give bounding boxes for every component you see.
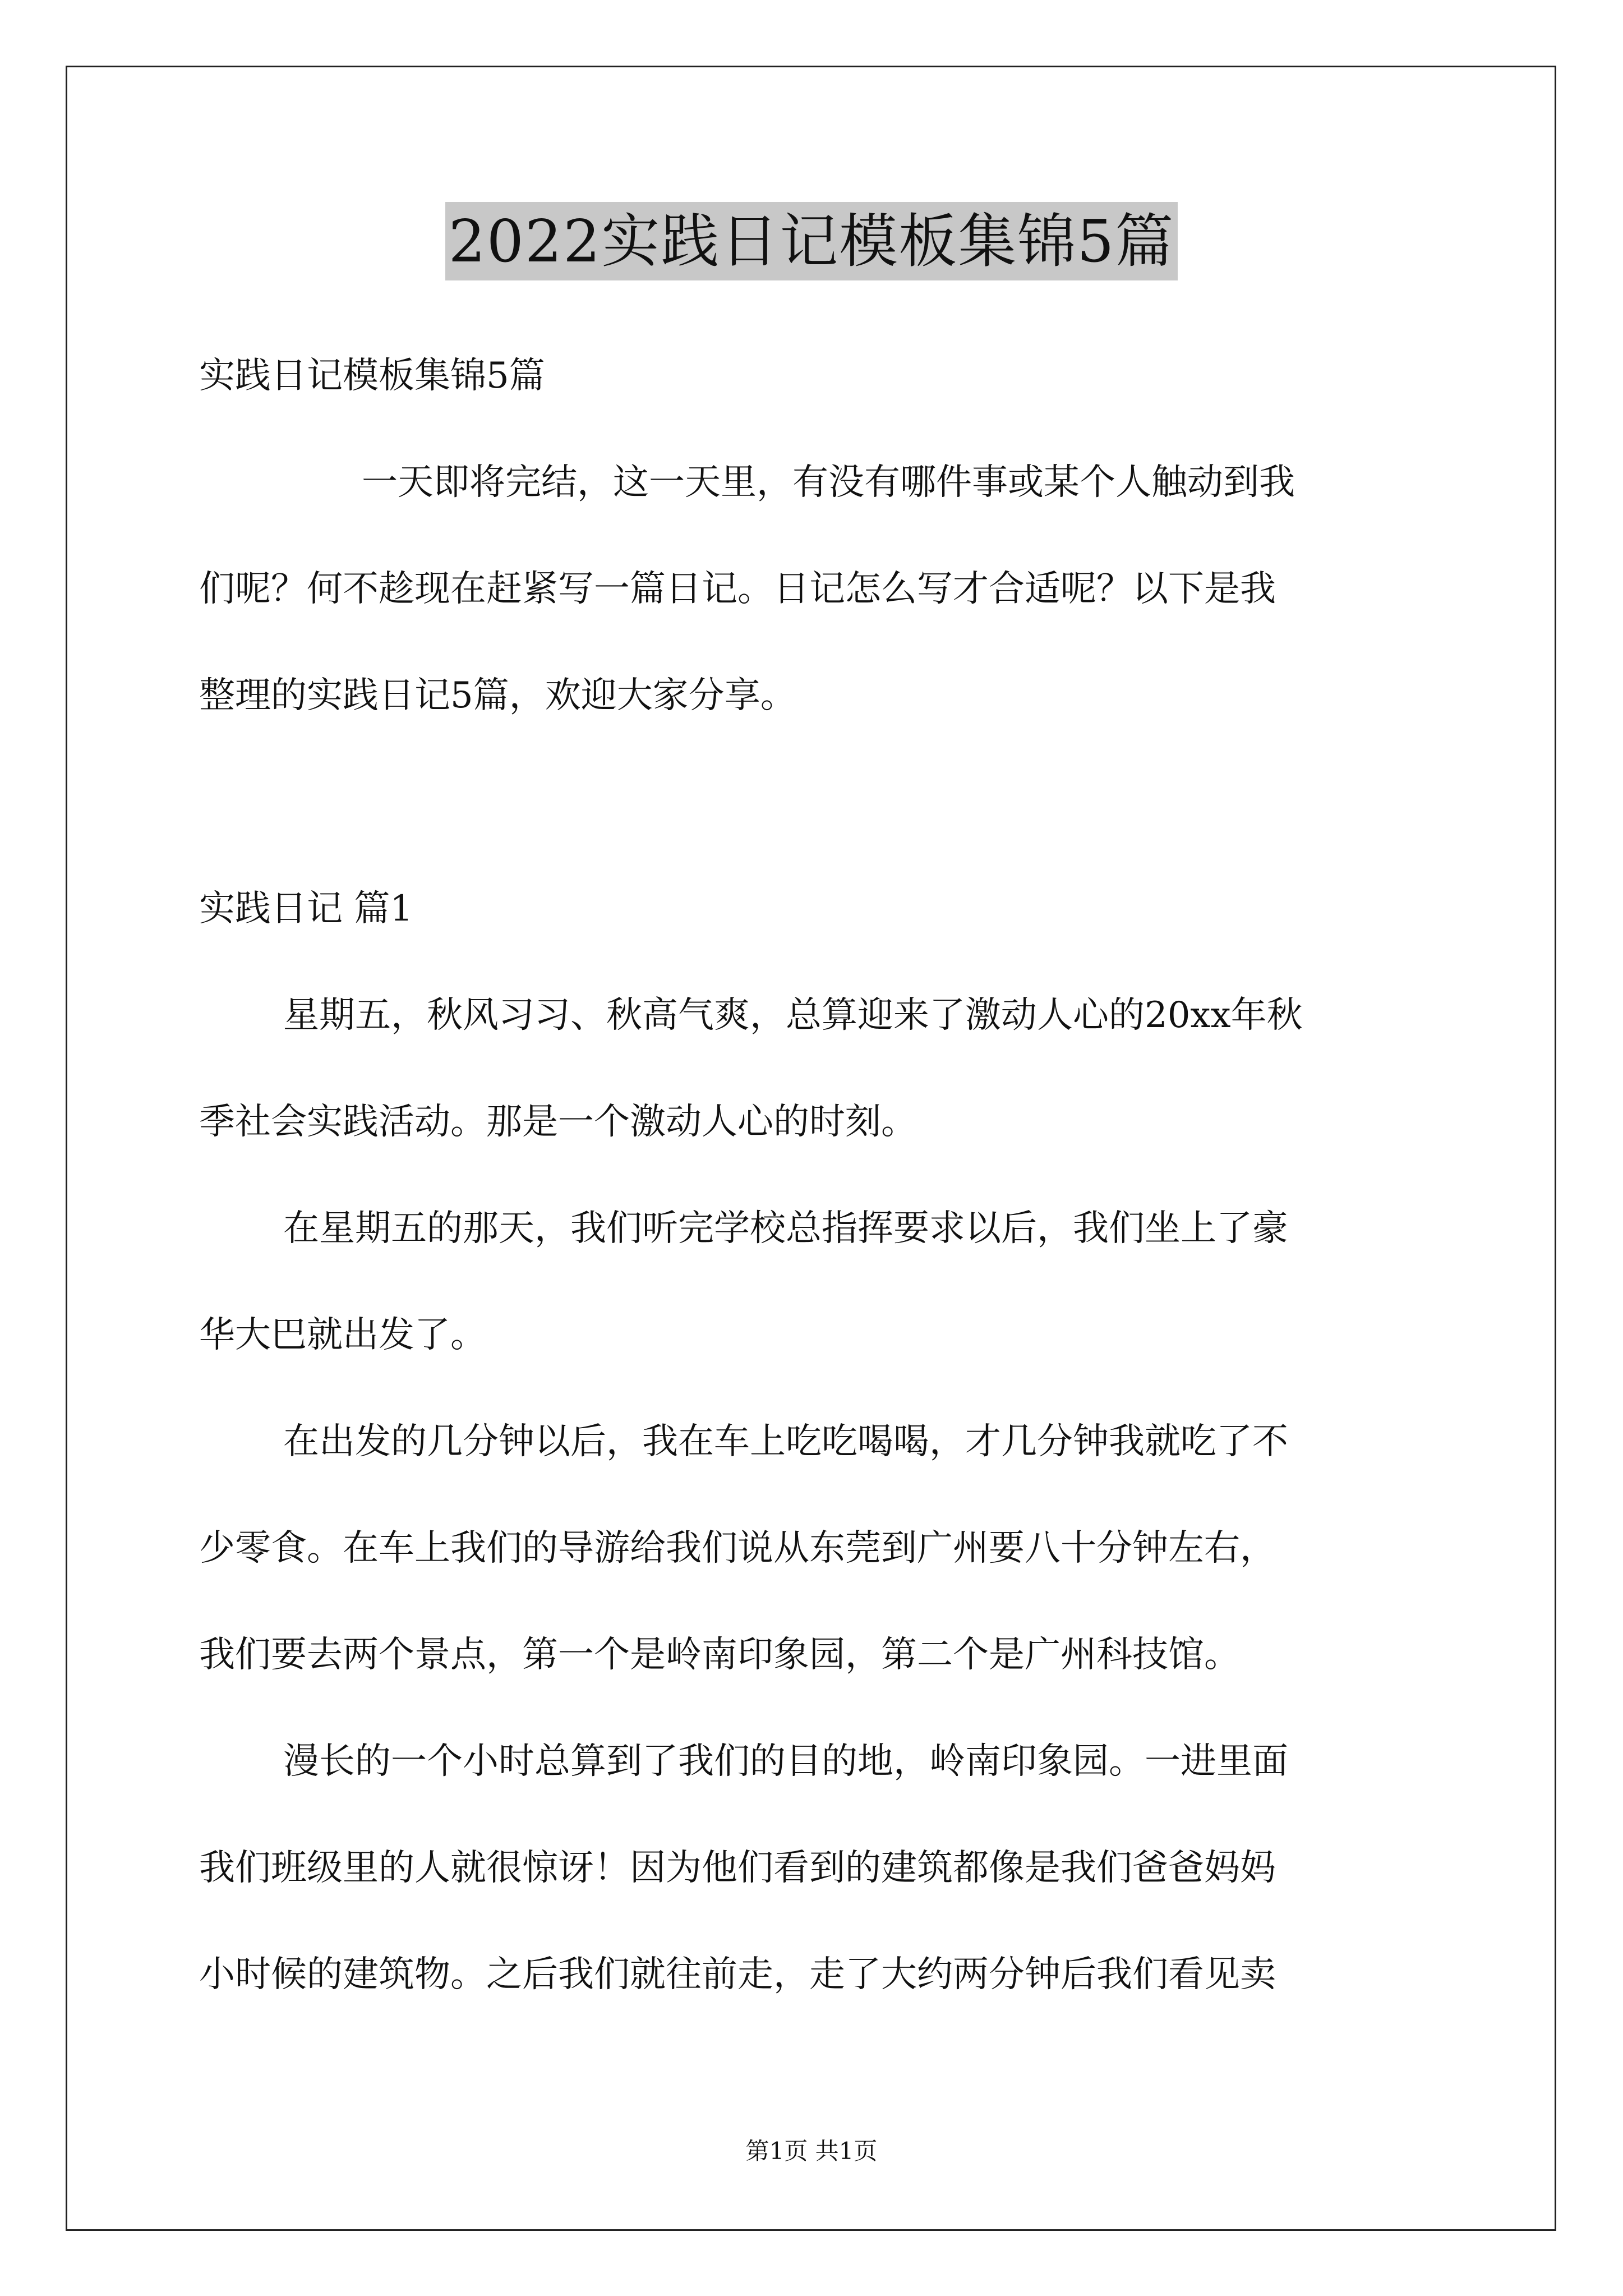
- paragraph-line: 在星期五的那天，我们听完学校总指挥要求以后，我们坐上了豪: [283, 1208, 1288, 1249]
- paragraph-line: 小时候的建筑物。之后我们就往前走，走了大约两分钟后我们看见卖: [199, 1954, 1276, 1995]
- page-footer: 第1页 共1页: [745, 2137, 878, 2165]
- intro-line: 们呢？何不趁现在赶紧写一篇日记。日记怎么写才合适呢？以下是我: [199, 568, 1276, 610]
- intro-line: 一天即将完结，这一天里，有没有哪件事或某个人触动到我: [362, 462, 1295, 503]
- title-wrap: [0, 202, 1623, 280]
- paragraph-line: 季社会实践活动。那是一个激动人心的时刻。: [199, 1101, 917, 1143]
- subtitle: 实践日记模板集锦5篇: [199, 355, 545, 397]
- document-title: 2022实践日记模板集锦5篇: [445, 202, 1178, 280]
- intro-line: 整理的实践日记5篇，欢迎大家分享。: [199, 675, 796, 716]
- paragraph-line: 在出发的几分钟以后，我在车上吃吃喝喝，才几分钟我就吃了不: [283, 1421, 1288, 1462]
- paragraph-line: 我们要去两个景点，第一个是岭南印象园，第二个是广州科技馆。: [199, 1634, 1240, 1676]
- section-heading: 实践日记 篇1: [199, 888, 413, 930]
- paragraph-line: 华大巴就出发了。: [199, 1314, 486, 1356]
- paragraph-line: 少零食。在车上我们的导游给我们说从东莞到广州要八十分钟左右，: [199, 1527, 1276, 1569]
- paragraph-line: 漫长的一个小时总算到了我们的目的地，岭南印象园。一进里面: [283, 1741, 1288, 1782]
- paragraph-line: 星期五，秋风习习、秋高气爽，总算迎来了激动人心的20xx年秋: [283, 995, 1303, 1036]
- paragraph-line: 我们班级里的人就很惊讶！因为他们看到的建筑都像是我们爸爸妈妈: [199, 1847, 1276, 1889]
